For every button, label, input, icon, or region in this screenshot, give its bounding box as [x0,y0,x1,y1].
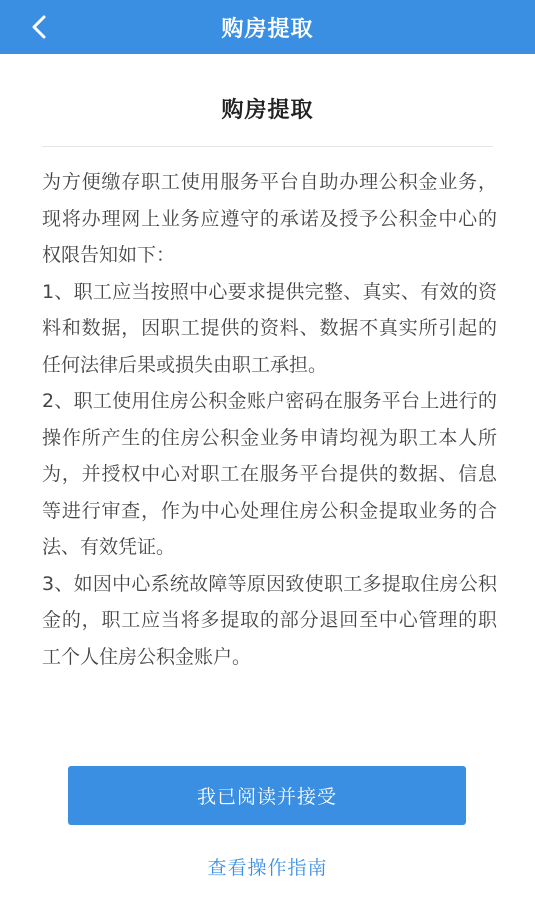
notice-paragraph-3: 3、如因中心系统故障等原因致使职工多提取住房公积金的，职工应当将多提取的部分退回至中心管理的职工个人住房公积金账户。 [42,572,497,668]
notice-text [42,164,497,675]
notice-paragraph-2: 2、职工使用住房公积金账户密码在服务平台上进行的操作所产生的住房公积金业务申请均视为职工本人所为，并授权中心对职工在服务平台提供的数据、信息等进行审查，作为中心处理住房公积金提取业务的合法、有效凭证。 [42,390,497,558]
nav-title: 购房提取 [221,16,314,42]
navigation-bar [0,0,535,54]
title-divider [42,146,493,147]
operation-guide-link[interactable]: 查看操作指南 [207,857,328,879]
notice-paragraph-intro: 为方便缴存职工使用服务平台自助办理公积金业务，现将办理网上业务应遵守的承诺及授予公积金中心的权限告知如下： [42,171,497,266]
back-button[interactable] [22,9,58,45]
notice-paragraph-1: 1、职工应当按照中心要求提供完整、真实、有效的资料和数据，因职工提供的资料、数据不真实所引起的任何法律后果或损失由职工承担。 [42,280,497,376]
accept-button[interactable]: 我已阅读并接受 [68,766,466,825]
page-title: 购房提取 [221,98,314,123]
chevron-left-icon [30,14,50,40]
